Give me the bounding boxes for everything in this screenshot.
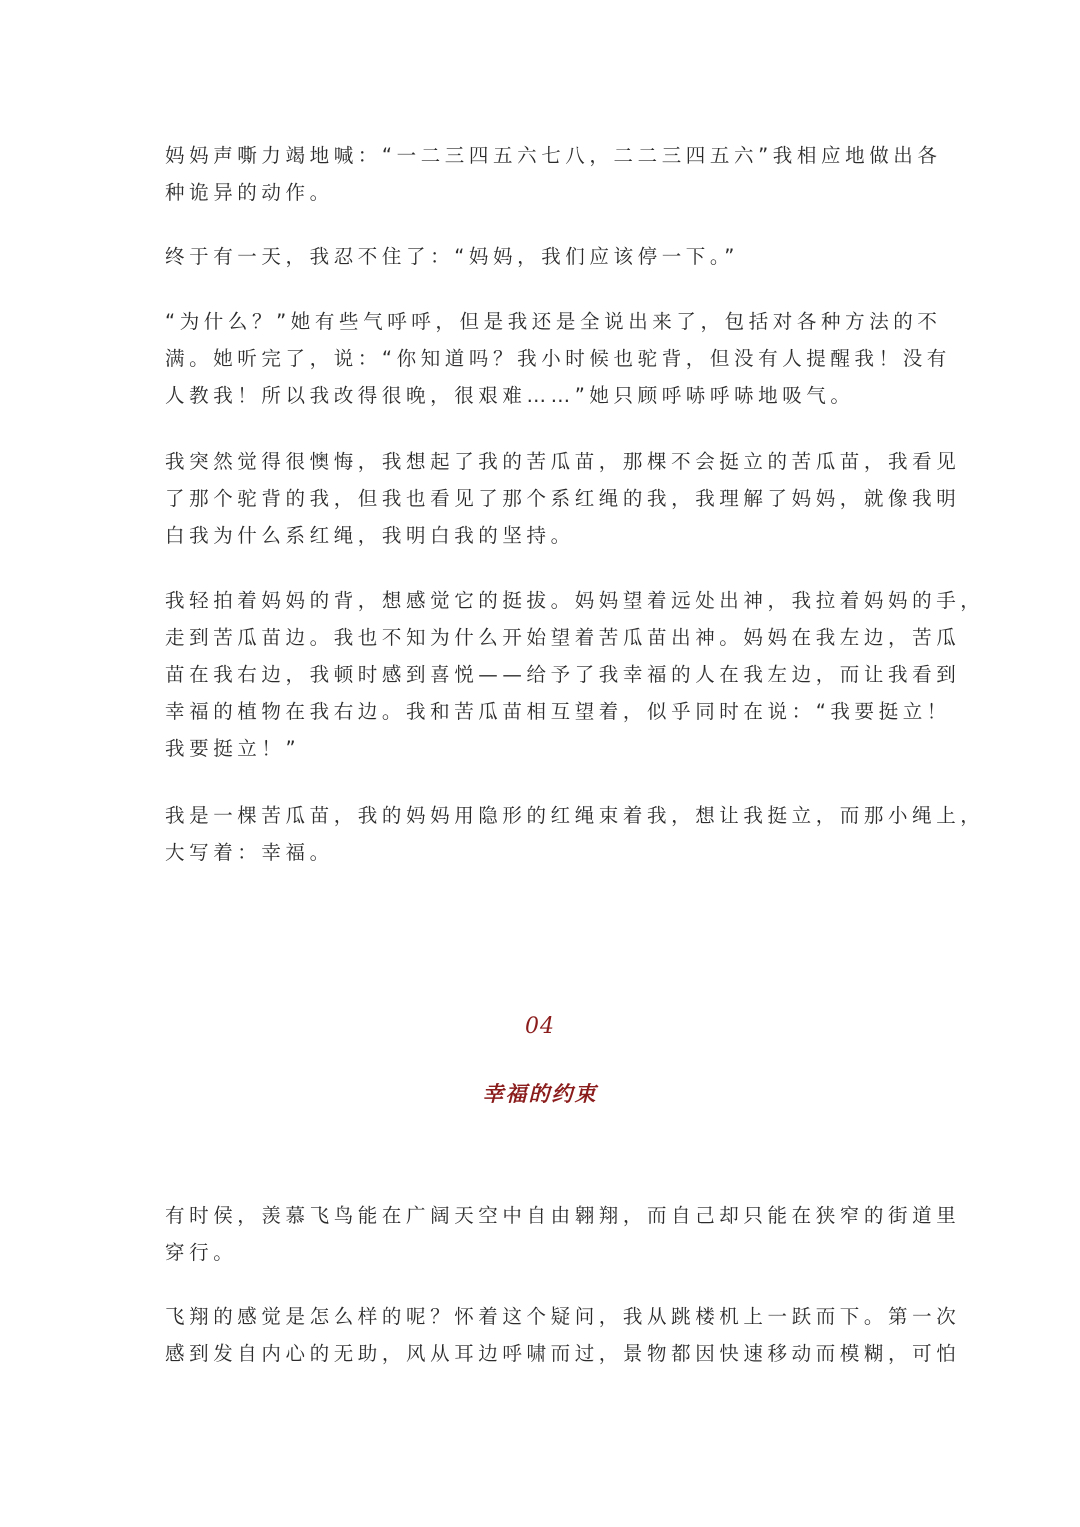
text-line: 种诡异的动作。 bbox=[165, 181, 334, 204]
text-line: 我要挺立！” bbox=[165, 737, 301, 760]
text-line: 穿行。 bbox=[165, 1241, 238, 1264]
text-line: 走到苦瓜苗边。我也不知为什么开始望着苦瓜苗出神。妈妈在我左边，苦瓜 bbox=[165, 626, 961, 649]
text-line: 感到发自内心的无助，风从耳边呼啸而过，景物都因快速移动而模糊，可怕 bbox=[165, 1342, 961, 1365]
text-line: 苗在我右边，我顿时感到喜悦——给予了我幸福的人在我左边，而让我看到 bbox=[165, 663, 961, 686]
text-line: 妈妈声嘶力竭地喊：“一二三四五六七八，二二三四五六”我相应地做出各 bbox=[165, 144, 942, 167]
text-line: 大写着：幸福。 bbox=[165, 841, 334, 864]
paragraph bbox=[165, 303, 951, 414]
text-line: “为什么？”她有些气呼呼，但是我还是全说出来了，包括对各种方法的不 bbox=[165, 310, 942, 333]
section-title: 幸福的约束 bbox=[482, 1082, 598, 1106]
text-line: 人教我！所以我改得很晚，很艰难……”她只顾呼哧呼哧地吸气。 bbox=[165, 384, 855, 407]
text-line: 白我为什么系红绳，我明白我的坚持。 bbox=[165, 524, 575, 547]
text-line: 我轻拍着妈妈的背，想感觉它的挺拔。妈妈望着远处出神，我拉着妈妈的手， bbox=[165, 589, 985, 612]
text-line: 我突然觉得很懊悔，我想起了我的苦瓜苗，那棵不会挺立的苦瓜苗，我看见 bbox=[165, 450, 961, 473]
paragraph bbox=[165, 443, 961, 554]
text-line: 我是一棵苦瓜苗，我的妈妈用隐形的红绳束着我，想让我挺立，而那小绳上， bbox=[165, 804, 985, 827]
text-line: 了那个驼背的我，但我也看见了那个系红绳的我，我理解了妈妈，就像我明 bbox=[165, 487, 961, 510]
paragraph bbox=[165, 797, 985, 871]
paragraph bbox=[165, 238, 925, 275]
text-line: 满。她听完了，说：“你知道吗？我小时候也驼背，但没有人提醒我！没有 bbox=[165, 347, 951, 370]
text-line: 有时侯，羡慕飞鸟能在广阔天空中自由翱翔，而自己却只能在狭窄的街道里 bbox=[165, 1204, 961, 1227]
section-number: 04 bbox=[525, 1014, 555, 1039]
paragraph bbox=[165, 137, 942, 211]
paragraph bbox=[165, 582, 985, 767]
paragraph bbox=[165, 1197, 961, 1271]
text-line: 终于有一天，我忍不住了：“妈妈，我们应该停一下。” bbox=[165, 245, 739, 268]
text-line: 飞翔的感觉是怎么样的呢？怀着这个疑问，我从跳楼机上一跃而下。第一次 bbox=[165, 1305, 961, 1328]
paragraph bbox=[165, 1298, 961, 1372]
text-line: 幸福的植物在我右边。我和苦瓜苗相互望着，似乎同时在说：“我要挺立！ bbox=[165, 700, 951, 723]
